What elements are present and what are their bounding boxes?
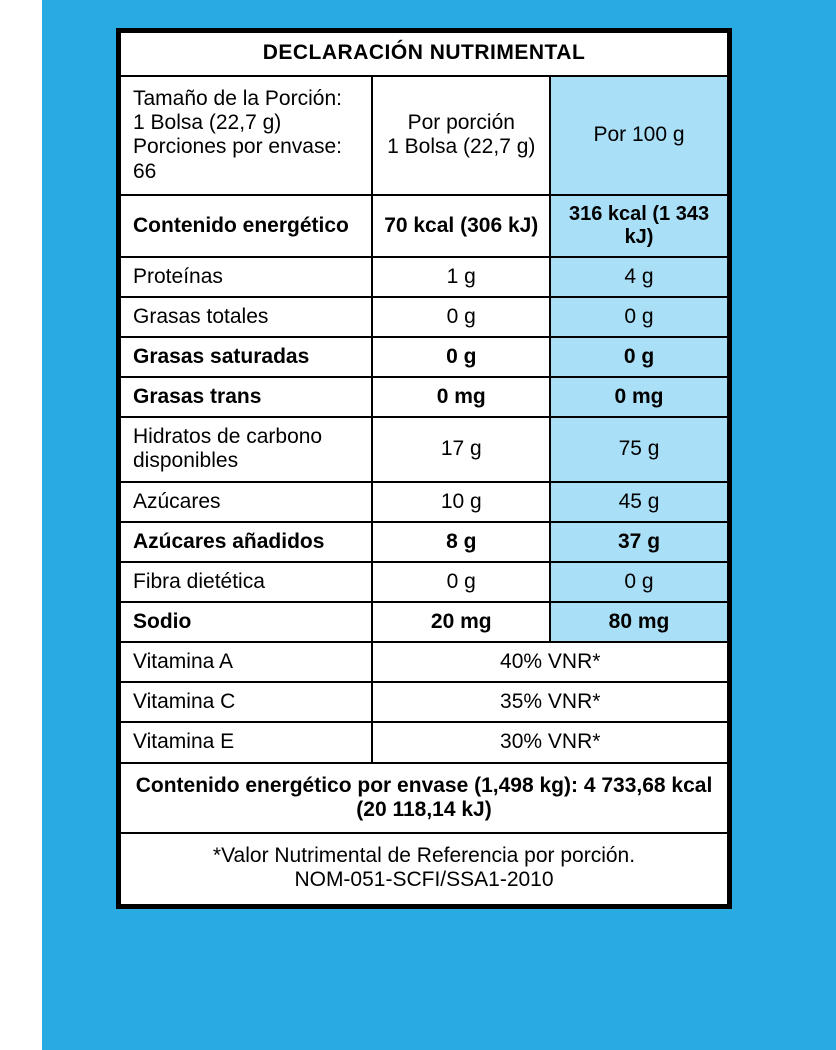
- vitamin-name: Vitamina A: [121, 642, 372, 682]
- nutrient-value-per-serving: 0 g: [372, 337, 550, 377]
- nutrient-value-per-100g: 0 g: [550, 337, 727, 377]
- per-serving-line1: Por porción: [407, 111, 515, 135]
- reference-note-cell: [121, 833, 727, 904]
- table-row: [121, 195, 727, 257]
- table-row: [121, 642, 727, 682]
- nutrition-table: [121, 33, 727, 904]
- nutrient-name: Fibra dietética: [121, 562, 372, 602]
- table-row: [121, 257, 727, 297]
- nutrient-name: Sodio: [121, 602, 372, 642]
- vitamin-value: 30% VNR*: [372, 722, 727, 762]
- nutrient-value-per-100g: 80 mg: [550, 602, 727, 642]
- vitamin-name: Vitamina C: [121, 682, 372, 722]
- title-row: [121, 33, 727, 76]
- servings-per-container: Porciones por envase: 66: [133, 135, 342, 183]
- nutrient-value-per-100g: 0 g: [550, 562, 727, 602]
- nutrient-value-per-100g: 0 g: [550, 297, 727, 337]
- header-row: [121, 76, 727, 195]
- table-row: [121, 682, 727, 722]
- table-row: [121, 562, 727, 602]
- serving-size-label: Tamaño de la Porción:: [133, 87, 342, 111]
- package-energy-cell: [121, 763, 727, 833]
- nutrient-value-per-serving: 0 mg: [372, 377, 550, 417]
- nutrient-value-per-serving: 0 g: [372, 297, 550, 337]
- table-row: [121, 482, 727, 522]
- footer-note-row: [121, 833, 727, 904]
- per-serving-line2: 1 Bolsa (22,7 g): [387, 135, 536, 159]
- nutrient-name: Grasas trans: [121, 377, 372, 417]
- nutrient-name: Grasas totales: [121, 297, 372, 337]
- nutrition-facts-panel: [116, 28, 732, 909]
- nutrient-value-per-serving: 20 mg: [372, 602, 550, 642]
- nutrient-value-per-100g: 4 g: [550, 257, 727, 297]
- nutrient-name: Proteínas: [121, 257, 372, 297]
- nutrient-name: Grasas saturadas: [121, 337, 372, 377]
- table-row: [121, 337, 727, 377]
- vitamin-name: Vitamina E: [121, 722, 372, 762]
- nutrient-name: Azúcares añadidos: [121, 522, 372, 562]
- vitamin-value: 35% VNR*: [372, 682, 727, 722]
- nutrient-value-per-serving: 17 g: [372, 417, 550, 481]
- serving-info-cell: [121, 76, 372, 195]
- page-title: DECLARACIÓN NUTRIMENTAL: [121, 33, 727, 76]
- nutrient-value-per-100g: 45 g: [550, 482, 727, 522]
- reference-note-line2: NOM-051-SCFI/SSA1-2010: [294, 867, 554, 891]
- nutrient-value-per-serving: 10 g: [372, 482, 550, 522]
- nutrient-value-per-serving: 0 g: [372, 562, 550, 602]
- table-row: [121, 522, 727, 562]
- column-header-per-serving: [372, 76, 550, 195]
- nutrient-value-per-serving: 8 g: [372, 522, 550, 562]
- footer-energy-row: [121, 763, 727, 833]
- nutrient-value-per-100g: 0 mg: [550, 377, 727, 417]
- carbs-label: Hidratos de carbono disponibles: [133, 425, 323, 473]
- nutrient-value-per-serving: 1 g: [372, 257, 550, 297]
- nutrient-name: Azúcares: [121, 482, 372, 522]
- nutrient-value-per-serving: 70 kcal (306 kJ): [372, 195, 550, 257]
- table-row: [121, 377, 727, 417]
- nutrient-name: Contenido energético: [121, 195, 372, 257]
- nutrient-name: [121, 417, 372, 481]
- nutrient-value-per-100g: 75 g: [550, 417, 727, 481]
- package-energy-line2: (20 118,14 kJ): [356, 797, 492, 821]
- table-row: [121, 297, 727, 337]
- reference-note-line1: *Valor Nutrimental de Referencia por porción.: [212, 843, 636, 867]
- table-row: [121, 722, 727, 762]
- column-header-per-100g: Por 100 g: [550, 76, 727, 195]
- package-energy-line1: Contenido energético por envase (1,498 kg): 4 733,68 kcal: [135, 773, 713, 797]
- nutrient-value-per-100g: 37 g: [550, 522, 727, 562]
- table-row: [121, 602, 727, 642]
- nutrient-value-per-100g: 316 kcal (1 343 kJ): [550, 195, 727, 257]
- vitamin-value: 40% VNR*: [372, 642, 727, 682]
- serving-size-value: 1 Bolsa (22,7 g): [133, 111, 282, 135]
- table-row: [121, 417, 727, 481]
